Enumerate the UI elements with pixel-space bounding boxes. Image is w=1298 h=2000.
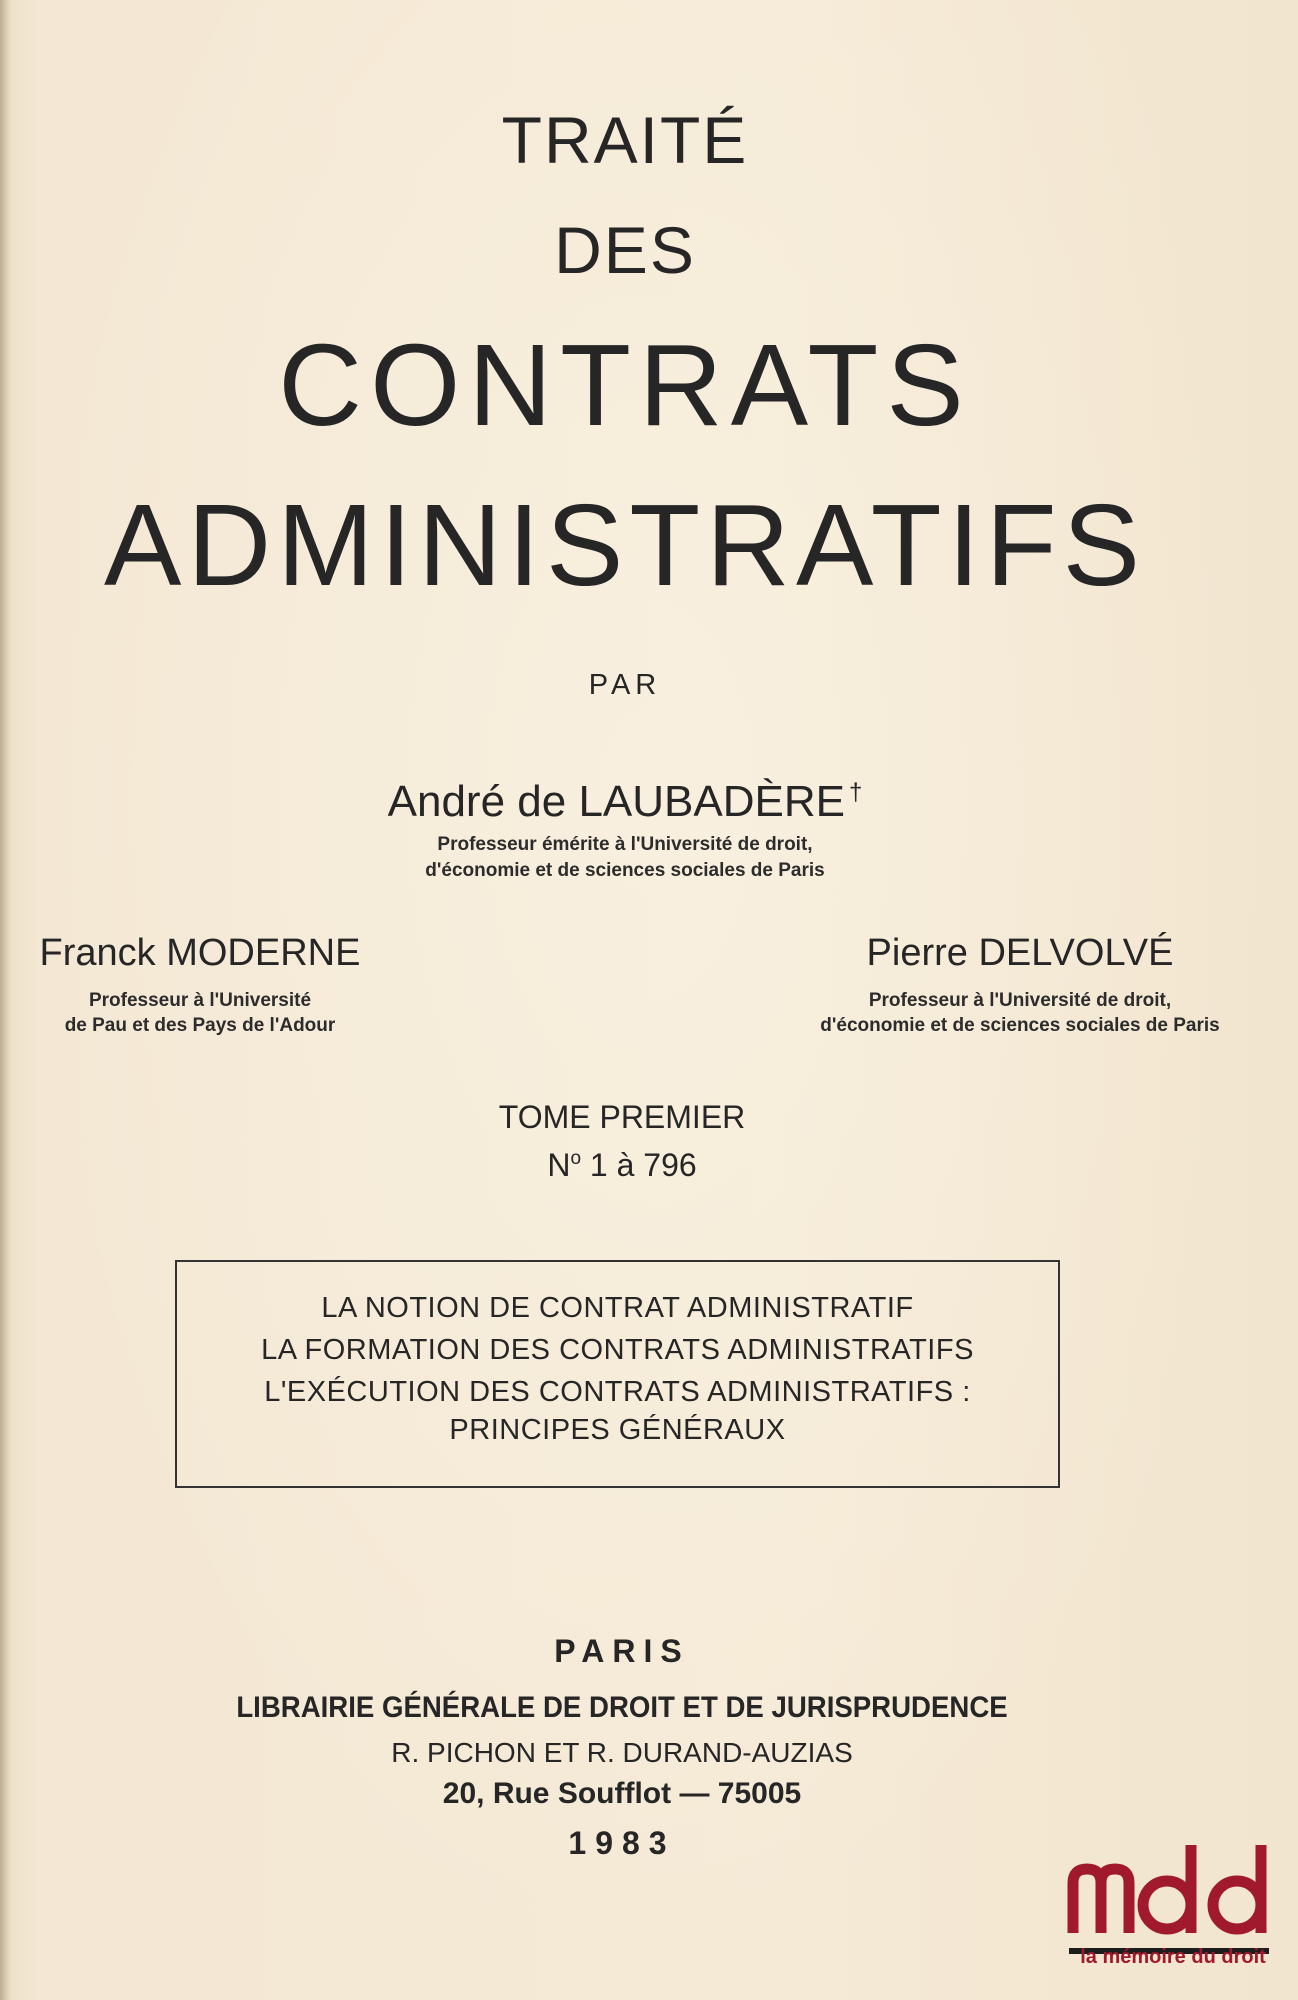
title-line-administratifs: ADMINISTRATIFS bbox=[103, 480, 1147, 610]
main-author-affiliation bbox=[0, 832, 1250, 884]
volume-number-prefix: N bbox=[547, 1147, 571, 1183]
publisher-address: 20, Rue Soufflot — 75005 bbox=[442, 1777, 802, 1810]
coauthor-right bbox=[780, 928, 1260, 1038]
by-label: PAR bbox=[588, 669, 662, 701]
main-author-affiliation-line: d'économie et de sciences sociales de Paris bbox=[425, 860, 825, 881]
coauthor-right-affiliation-line: d'économie et de sciences sociales de Paris bbox=[820, 1015, 1220, 1036]
coauthor-left-affiliation bbox=[20, 988, 380, 1038]
coauthor-right-name: Pierre DELVOLVÉ bbox=[866, 932, 1174, 974]
main-author-affiliation-line: Professeur émérite à l'Université de droit, bbox=[437, 834, 813, 855]
volume-range bbox=[0, 1138, 1244, 1186]
contents-box bbox=[175, 1260, 1060, 1488]
publisher-city: PARIS bbox=[554, 1633, 690, 1669]
title-line-contrats: CONTRATS bbox=[278, 320, 972, 450]
contents-line: L'EXÉCUTION DES CONTRATS ADMINISTRATIFS : bbox=[264, 1376, 971, 1408]
volume-number-range: 1 à 796 bbox=[581, 1147, 697, 1183]
coauthor-right-affiliation-line: Professeur à l'Université de droit, bbox=[868, 990, 1172, 1011]
volume-label: TOME PREMIER bbox=[498, 1099, 746, 1135]
coauthor-left-name: Franck MODERNE bbox=[39, 932, 361, 974]
publication-year: 1983 bbox=[568, 1825, 676, 1861]
publisher-name: LIBRAIRIE GÉNÉRALE DE DROIT ET DE JURISPRUDENCE bbox=[236, 1691, 1008, 1724]
contents-line: PRINCIPES GÉNÉRAUX bbox=[449, 1414, 786, 1446]
main-author bbox=[0, 765, 1250, 830]
logo-caption: la mémoire du droit bbox=[1080, 1946, 1266, 1968]
publisher-owners: R. PICHON ET R. DURAND-AUZIAS bbox=[391, 1737, 853, 1768]
coauthor-left-affiliation-line: de Pau et des Pays de l'Adour bbox=[64, 1015, 336, 1036]
main-author-name: André de LAUBADÈRE bbox=[387, 777, 845, 826]
title-line-des: DES bbox=[554, 213, 696, 287]
spine-shadow bbox=[0, 0, 10, 2000]
coauthor-left bbox=[20, 928, 380, 1038]
volume-number-sup: o bbox=[570, 1148, 582, 1169]
contents-line: LA NOTION DE CONTRAT ADMINISTRATIF bbox=[321, 1292, 914, 1324]
contents-line: LA FORMATION DES CONTRATS ADMINISTRATIFS bbox=[261, 1334, 974, 1366]
coauthor-right-affiliation bbox=[780, 988, 1260, 1038]
coauthor-left-affiliation-line: Professeur à l'Université bbox=[88, 990, 312, 1011]
deceased-mark: † bbox=[848, 779, 863, 806]
title-line-traite: TRAITÉ bbox=[501, 103, 749, 177]
